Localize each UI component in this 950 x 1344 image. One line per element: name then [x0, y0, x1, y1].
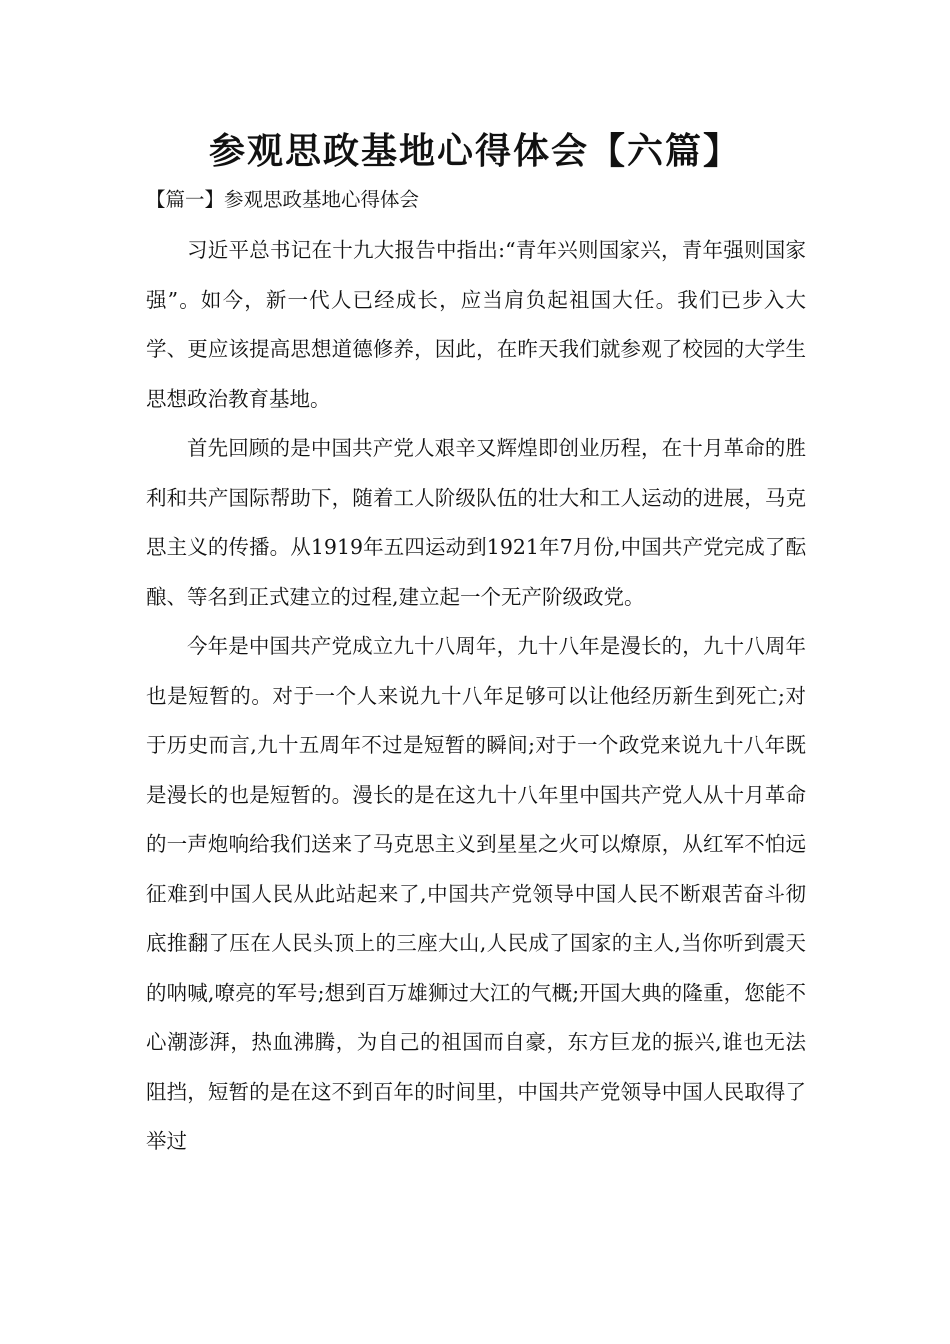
paragraph: 今年是中国共产党成立九十八周年，九十八年是漫长的，九十八周年也是短暂的。对于一个人来说九十八年足够可以让他经历新生到死亡;对于历史而言,九十五周年不过是短暂的瞬间;对于一个政党来说九十八年既是漫长的也是短暂的。漫长的是在这九十八年里中国共产党人从十月革命的一声炮响给我们送来了马克思主义到星星之火可以燎原，从红军不怕远征难到中国人民从此站起来了,中国共产党领导中国人民不断艰苦奋斗彻底推翻了压在人民头顶上的三座大山,人民成了国家的主人,当你听到震天的呐喊,嘹亮的军号;想到百万雄狮过大江的气概;开国大典的隆重，您能不心潮澎湃，热血沸腾，为自己的祖国而自豪，东方巨龙的振兴,谁也无法阻挡，短暂的是在这不到百年的时间里，中国共产党领导中国人民取得了举过	[146, 634, 806, 1153]
paragraph: 首先回顾的是中国共产党人艰辛又辉煌即创业历程，在十月革命的胜利和共产国际帮助下，随着工人阶级队伍的壮大和工人运动的进展，马克思主义的传播。从1919年五四运动到1921年7月份,中国共产党完成了酝酿、等名到正式建立的过程,建立起一个无产阶级政党。	[146, 436, 806, 609]
document-title: 参观思政基地心得体会【六篇】	[208, 131, 741, 172]
paragraph: 习近平总书记在十九大报告中指出:“青年兴则国家兴，青年强则国家强”。如今，新一代人已经成长，应当肩负起祖国大任。我们已步入大学、更应该提高思想道德修养，因此，在昨天我们就参观了校园的大学生思想政治教育基地。	[146, 238, 806, 411]
document-body	[146, 226, 806, 1167]
section-heading: 【篇一】参观思政基地心得体会	[146, 188, 420, 211]
